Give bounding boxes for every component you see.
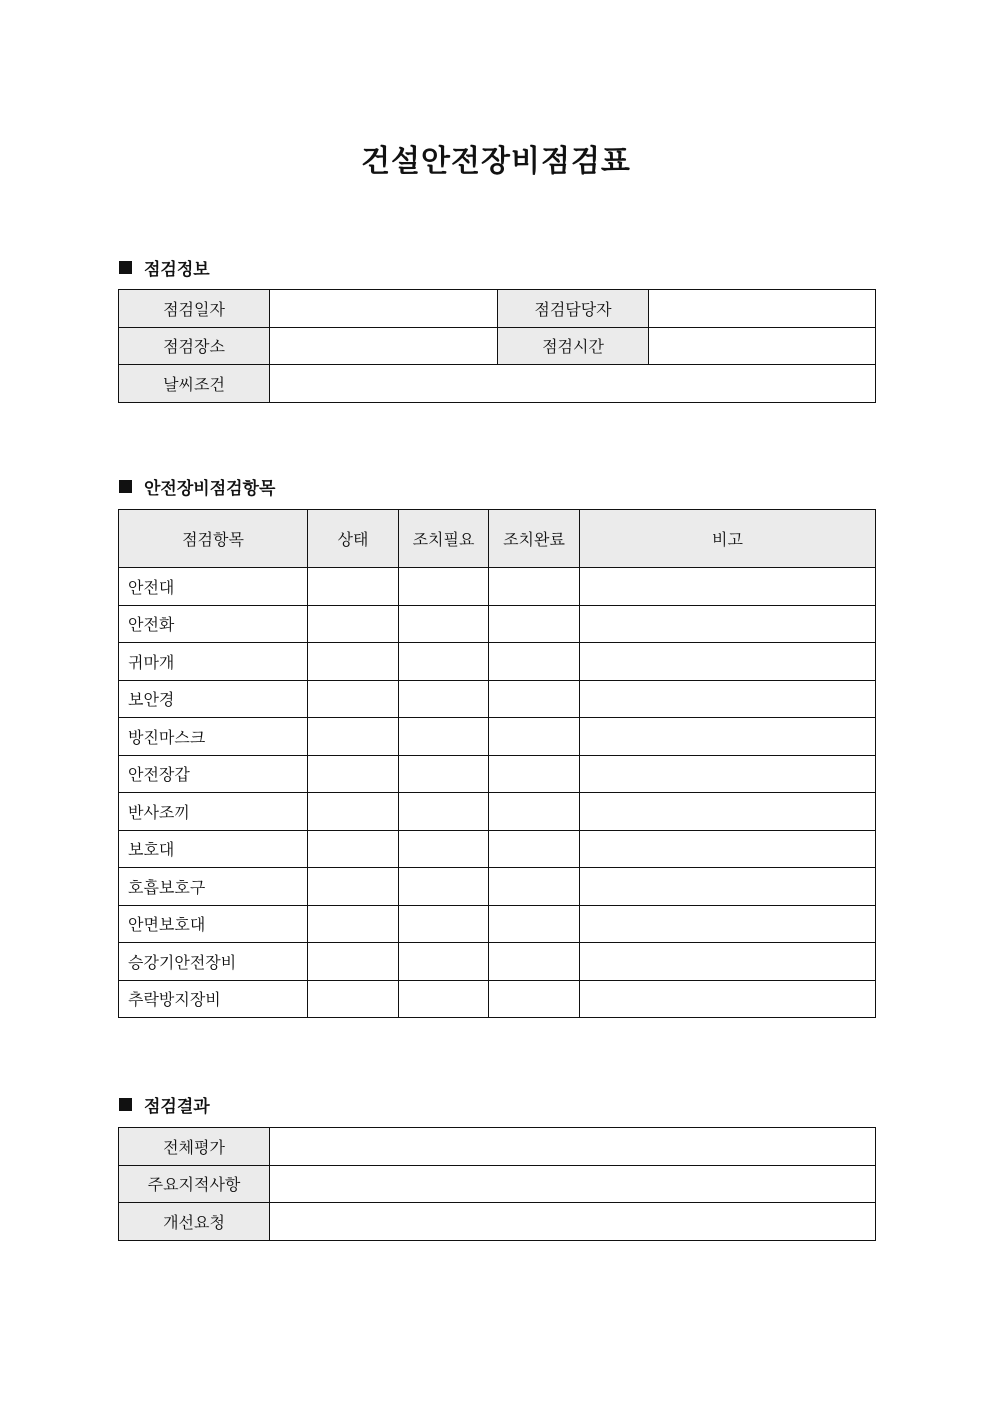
section-title: 점검결과 xyxy=(144,1097,210,1117)
table-row xyxy=(119,793,876,831)
status-cell[interactable] xyxy=(308,680,399,718)
remarks-cell[interactable] xyxy=(580,905,876,943)
action-needed-cell[interactable] xyxy=(399,605,489,643)
weather-field[interactable] xyxy=(270,365,876,403)
status-cell[interactable] xyxy=(308,718,399,756)
action-needed-cell[interactable] xyxy=(399,980,489,1018)
table-row xyxy=(119,605,876,643)
action-done-cell[interactable] xyxy=(489,755,580,793)
table-row xyxy=(119,943,876,981)
action-done-cell[interactable] xyxy=(489,718,580,756)
item-name: 보호대 xyxy=(119,830,308,868)
remarks-cell[interactable] xyxy=(580,793,876,831)
item-name: 안전장갑 xyxy=(119,755,308,793)
table-row xyxy=(119,643,876,681)
action-needed-cell[interactable] xyxy=(399,943,489,981)
status-cell[interactable] xyxy=(308,943,399,981)
item-name: 반사조끼 xyxy=(119,793,308,831)
remarks-cell[interactable] xyxy=(580,568,876,606)
square-bullet-icon xyxy=(119,261,132,274)
col-header-status: 상태 xyxy=(308,510,399,568)
table-row xyxy=(119,905,876,943)
table-row xyxy=(119,680,876,718)
result-table xyxy=(118,1127,876,1241)
status-cell[interactable] xyxy=(308,905,399,943)
action-done-cell[interactable] xyxy=(489,980,580,1018)
table-row xyxy=(119,568,876,606)
status-cell[interactable] xyxy=(308,605,399,643)
inspection-date-field[interactable] xyxy=(270,290,498,328)
action-done-cell[interactable] xyxy=(489,643,580,681)
remarks-cell[interactable] xyxy=(580,755,876,793)
page-title: 건설안전장비점검표 xyxy=(361,144,631,179)
action-needed-cell[interactable] xyxy=(399,905,489,943)
status-cell[interactable] xyxy=(308,830,399,868)
action-done-cell[interactable] xyxy=(489,605,580,643)
col-header-item: 점검항목 xyxy=(119,510,308,568)
label-inspection-place: 점검장소 xyxy=(119,327,270,365)
label-key-findings: 주요지적사항 xyxy=(119,1165,270,1203)
action-needed-cell[interactable] xyxy=(399,755,489,793)
col-header-action-done: 조치완료 xyxy=(489,510,580,568)
action-needed-cell[interactable] xyxy=(399,568,489,606)
action-needed-cell[interactable] xyxy=(399,868,489,906)
action-done-cell[interactable] xyxy=(489,830,580,868)
status-cell[interactable] xyxy=(308,643,399,681)
status-cell[interactable] xyxy=(308,568,399,606)
action-done-cell[interactable] xyxy=(489,680,580,718)
section-title: 점검정보 xyxy=(144,260,210,280)
key-findings-field[interactable] xyxy=(270,1165,876,1203)
label-overall-evaluation: 전체평가 xyxy=(119,1128,270,1166)
table-row xyxy=(119,980,876,1018)
items-table xyxy=(118,509,876,1018)
section-title: 안전장비점검항목 xyxy=(144,479,276,499)
remarks-cell[interactable] xyxy=(580,830,876,868)
inspector-field[interactable] xyxy=(649,290,876,328)
label-inspector: 점검담당자 xyxy=(498,290,649,328)
square-bullet-icon xyxy=(119,480,132,493)
remarks-cell[interactable] xyxy=(580,680,876,718)
item-name: 귀마개 xyxy=(119,643,308,681)
status-cell[interactable] xyxy=(308,980,399,1018)
status-cell[interactable] xyxy=(308,755,399,793)
item-name: 방진마스크 xyxy=(119,718,308,756)
square-bullet-icon xyxy=(119,1098,132,1111)
item-name: 안면보호대 xyxy=(119,905,308,943)
label-inspection-date: 점검일자 xyxy=(119,290,270,328)
action-needed-cell[interactable] xyxy=(399,643,489,681)
action-needed-cell[interactable] xyxy=(399,793,489,831)
action-needed-cell[interactable] xyxy=(399,830,489,868)
table-row xyxy=(119,830,876,868)
item-name: 보안경 xyxy=(119,680,308,718)
improvement-request-field[interactable] xyxy=(270,1203,876,1241)
label-improvement-request: 개선요청 xyxy=(119,1203,270,1241)
remarks-cell[interactable] xyxy=(580,980,876,1018)
item-name: 추락방지장비 xyxy=(119,980,308,1018)
action-done-cell[interactable] xyxy=(489,568,580,606)
col-header-action-needed: 조치필요 xyxy=(399,510,489,568)
action-done-cell[interactable] xyxy=(489,868,580,906)
table-row xyxy=(119,868,876,906)
inspection-place-field[interactable] xyxy=(270,327,498,365)
action-done-cell[interactable] xyxy=(489,793,580,831)
section-heading-result xyxy=(119,1092,210,1117)
action-done-cell[interactable] xyxy=(489,943,580,981)
remarks-cell[interactable] xyxy=(580,605,876,643)
action-needed-cell[interactable] xyxy=(399,680,489,718)
item-name: 승강기안전장비 xyxy=(119,943,308,981)
remarks-cell[interactable] xyxy=(580,718,876,756)
table-header-row xyxy=(119,510,876,568)
inspection-time-field[interactable] xyxy=(649,327,876,365)
table-row xyxy=(119,755,876,793)
item-name: 안전대 xyxy=(119,568,308,606)
remarks-cell[interactable] xyxy=(580,868,876,906)
item-name: 호흡보호구 xyxy=(119,868,308,906)
overall-evaluation-field[interactable] xyxy=(270,1128,876,1166)
col-header-remarks: 비고 xyxy=(580,510,876,568)
remarks-cell[interactable] xyxy=(580,943,876,981)
label-inspection-time: 점검시간 xyxy=(498,327,649,365)
action-done-cell[interactable] xyxy=(489,905,580,943)
status-cell[interactable] xyxy=(308,868,399,906)
info-table xyxy=(118,289,876,403)
item-name: 안전화 xyxy=(119,605,308,643)
label-weather: 날씨조건 xyxy=(119,365,270,403)
action-needed-cell[interactable] xyxy=(399,718,489,756)
table-row xyxy=(119,718,876,756)
remarks-cell[interactable] xyxy=(580,643,876,681)
section-heading-info xyxy=(119,255,210,280)
status-cell[interactable] xyxy=(308,793,399,831)
section-heading-items xyxy=(119,474,275,499)
